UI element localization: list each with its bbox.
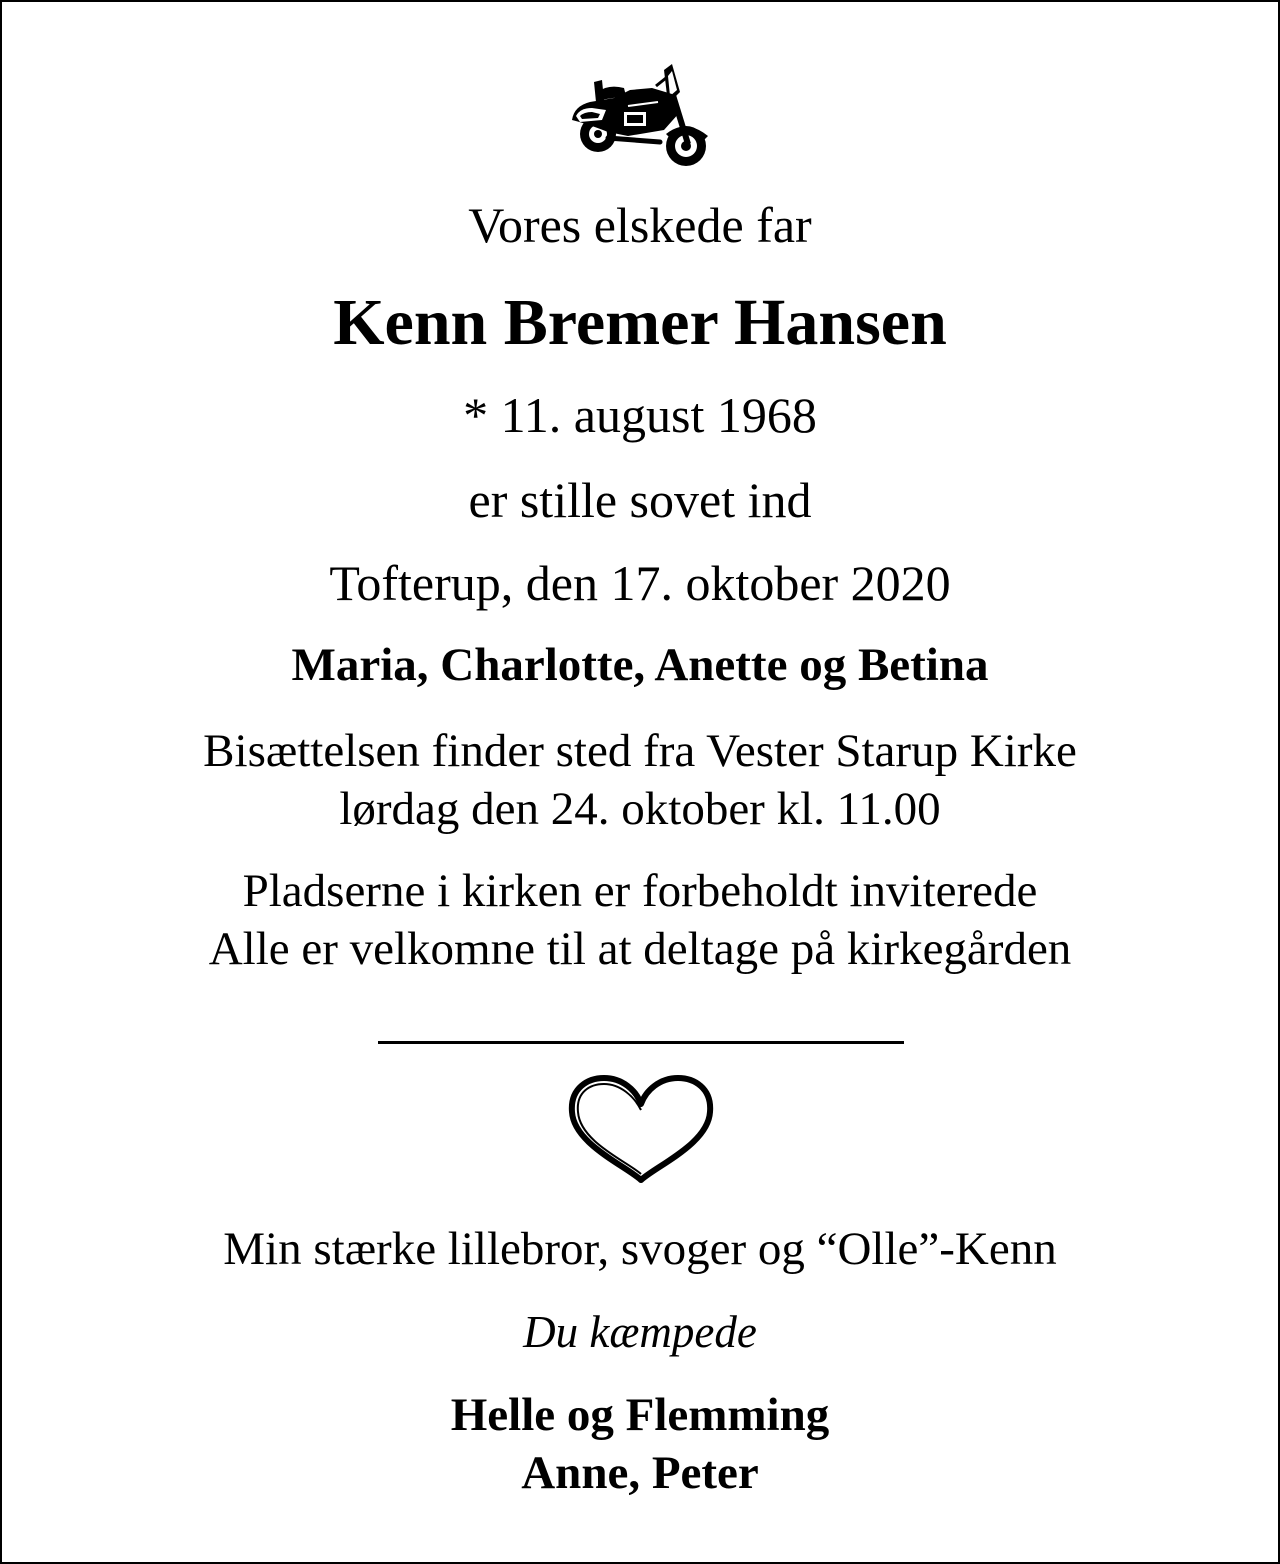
signature-line-1: Helle og Flemming bbox=[450, 1389, 830, 1441]
passed-text: er stille sovet ind bbox=[468, 472, 812, 528]
funeral-info-line-2: lørdag den 24. oktober kl. 11.00 bbox=[339, 783, 941, 835]
fought-text: Du kæmpede bbox=[523, 1307, 757, 1357]
place-date: Tofterup, den 17. oktober 2020 bbox=[329, 555, 951, 611]
seating-info-line-1: Pladserne i kirken er forbeholdt inviterede bbox=[242, 865, 1038, 917]
family-names: Maria, Charlotte, Anette og Betina bbox=[291, 639, 989, 691]
birth-date: * 11. august 1968 bbox=[463, 387, 817, 443]
motorcycle-icon bbox=[568, 62, 714, 168]
deceased-name: Kenn Bremer Hansen bbox=[333, 286, 947, 359]
section-divider bbox=[378, 1041, 904, 1044]
brother-text: Min stærke lillebror, svoger og “Olle”-Kenn bbox=[223, 1223, 1057, 1275]
funeral-info-line-1: Bisættelsen finder sted fra Vester Starup Kirke bbox=[203, 725, 1077, 777]
heart-outline-icon bbox=[566, 1074, 716, 1186]
seating-info-line-2: Alle er velkomne til at deltage på kirkegården bbox=[208, 923, 1072, 975]
intro-text: Vores elskede far bbox=[468, 197, 812, 253]
signature-line-2: Anne, Peter bbox=[521, 1447, 759, 1499]
